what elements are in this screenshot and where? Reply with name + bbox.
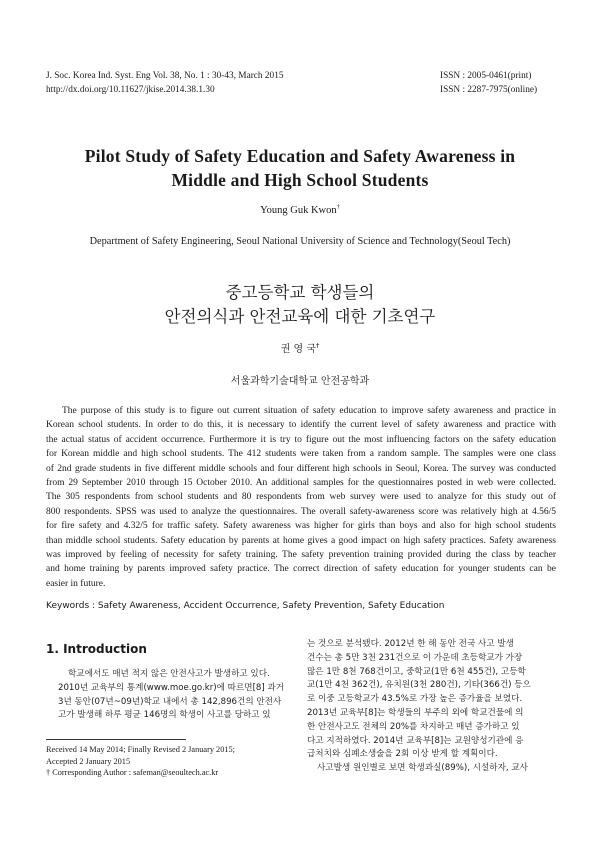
abstract-line: The 305 respondents from school students and 80 respondents from web survey were used to analyze for this study out of xyxy=(46,492,556,503)
issn-block xyxy=(440,70,537,97)
author-en xyxy=(0,205,600,216)
body-line: 교(1만 4천 362건), 유치원(3천 280건), 기타(366건) 등으 xyxy=(307,680,531,691)
body-line: 다고 지적하였다. 2014년 교육부[8]는 교원양성기관에 응 xyxy=(307,735,524,746)
body-line: 는 것으로 분석됐다. 2012년 한 해 동안 전국 사고 발생 xyxy=(307,639,514,649)
abstract-line: Korean school students. In order to do this, it is necessary to identify the current level of safety awareness and practice with xyxy=(46,420,556,431)
dagger-mark: † xyxy=(46,768,51,777)
paper-title-en xyxy=(40,144,560,192)
abstract-line: than middle school students. Safety education by parents at home gives a good impact on high safety practices. Safety awareness xyxy=(46,535,556,546)
issn-print: ISSN : 2005-0461(print) xyxy=(440,71,532,81)
doi-link[interactable]: http://dx.doi.org/10.11627/jkise.2014.38.1.30 xyxy=(46,84,215,95)
keywords-label: Keywords xyxy=(46,601,90,611)
title-line-2: Middle and High School Students xyxy=(171,170,429,190)
author-name-en: Young Guk Kwon xyxy=(260,205,337,216)
body-line: 사고발생 원인별로 보면 학생과실(89%), 시설하자, 교사 xyxy=(317,763,528,774)
body-line: 한 안전사고도 전체의 20%를 차지하고 매년 증가하고 있 xyxy=(307,721,520,732)
author-ko xyxy=(0,340,600,355)
corresponding-author: Corresponding Author : safeman@seoultech.ac.kr xyxy=(52,768,219,777)
paper-title-ko xyxy=(0,281,600,329)
section-heading: 1. Introduction xyxy=(46,642,147,656)
keywords-text: : Safety Awareness, Accident Occurrence, Safety Prevention, Safety Education xyxy=(92,601,445,611)
title-ko-line-2: 안전의식과 안전교육에 대한 기초연구 xyxy=(164,307,436,326)
author-mark: † xyxy=(336,203,340,211)
abstract-line: from 29 September 2010 through 15 October 2010. An additional samples for the questionnaires posted in web were collected. xyxy=(46,478,556,489)
abstract-line: easier in future. xyxy=(46,578,106,589)
body-column-left xyxy=(58,668,298,723)
affiliation-ko: 서울과학기술대학교 안전공학과 xyxy=(230,376,370,387)
accepted-note: Accepted 2 January 2015 xyxy=(46,756,131,766)
abstract-line: The purpose of this study is to figure out current situation of safety education to improve safety awareness and practice in xyxy=(62,406,556,416)
issn-online: ISSN : 2287-7975(online) xyxy=(440,84,538,95)
received-note: Received 14 May 2014; Finally Revised 2 January 2015; xyxy=(46,745,235,754)
abstract-line: 800 respondents. SPSS was used to analyze the questionnaires. The overall safety-awareness score was relatively high at 4.56/5 xyxy=(46,506,556,517)
title-line-1: Pilot Study of Safety Education and Safety Awareness in xyxy=(84,146,516,166)
corresponding-note xyxy=(46,767,235,779)
author-name-ko: 권 영 국 xyxy=(280,344,317,355)
body-line: 급처치와 심폐소생술을 2회 이상 받게 할 계획이다. xyxy=(307,749,498,760)
body-line: 로 이중 고등학교가 43.5%로 가장 높은 증가율을 보였다. xyxy=(307,694,523,705)
title-ko-line-1: 중고등학교 학생들의 xyxy=(225,283,375,302)
body-column-right xyxy=(307,638,555,776)
abstract xyxy=(46,404,556,591)
affiliation-en: Department of Safety Engineering, Seoul National University of Science and Technology(Seoul Tech) xyxy=(89,236,511,247)
footnote-divider xyxy=(46,739,186,740)
abstract-line: the actual status of accident occurrence. Furthermore it is try to figure out the most influencing factors on the safety education xyxy=(46,434,556,445)
abstract-line: and home training by parents improved safety practice. The correct direction of safety education for younger students can be xyxy=(46,564,556,575)
body-line: 학교에서도 매년 적지 않은 안전사고가 발생하고 있다. xyxy=(68,669,270,679)
body-line: 건수는 총 5만 3천 231건으로 이 가운데 초등학교가 가장 xyxy=(307,652,523,663)
body-line: 3년 동안(07년~09년)학교 내에서 총 142,896건의 안전사 xyxy=(58,696,282,707)
keywords xyxy=(46,601,444,611)
author-ko-mark: † xyxy=(316,341,320,350)
abstract-line: for Korean middle and high school students. The 412 students were taken from a random sample. The samples were one class xyxy=(46,449,556,460)
journal-header xyxy=(46,70,284,97)
footnotes xyxy=(46,744,235,779)
abstract-line: of 2nd grade students in five different middle schools and four different high schools in Seoul, Korea. The survey was conducted xyxy=(46,463,556,474)
abstract-line: was improved by feeling of necessity for safety training. The safety prevention training provided during the class by teacher xyxy=(46,550,556,561)
abstract-line: for fire safety and 4.32/5 for traffic safety. Safety awareness was higher for girls than boys and also for high school students xyxy=(46,521,556,532)
body-line: 고가 발생해 하루 평균 146명의 학생이 사고를 당하고 있 xyxy=(58,710,271,721)
body-line: 2010년 교육부의 통계(www.moe.go.kr)에 따르면[8] 과거 xyxy=(58,682,285,693)
body-line: 2013년 교육부[8]는 학생들의 부주의 외에 학교건물에 의 xyxy=(307,707,524,718)
body-line: 많은 1만 8천 768건이고, 중학교(1만 6천 455건), 고등학 xyxy=(307,666,526,677)
journal-citation: J. Soc. Korea Ind. Syst. Eng Vol. 38, No. 1 : 30-43, March 2015 xyxy=(46,71,284,81)
